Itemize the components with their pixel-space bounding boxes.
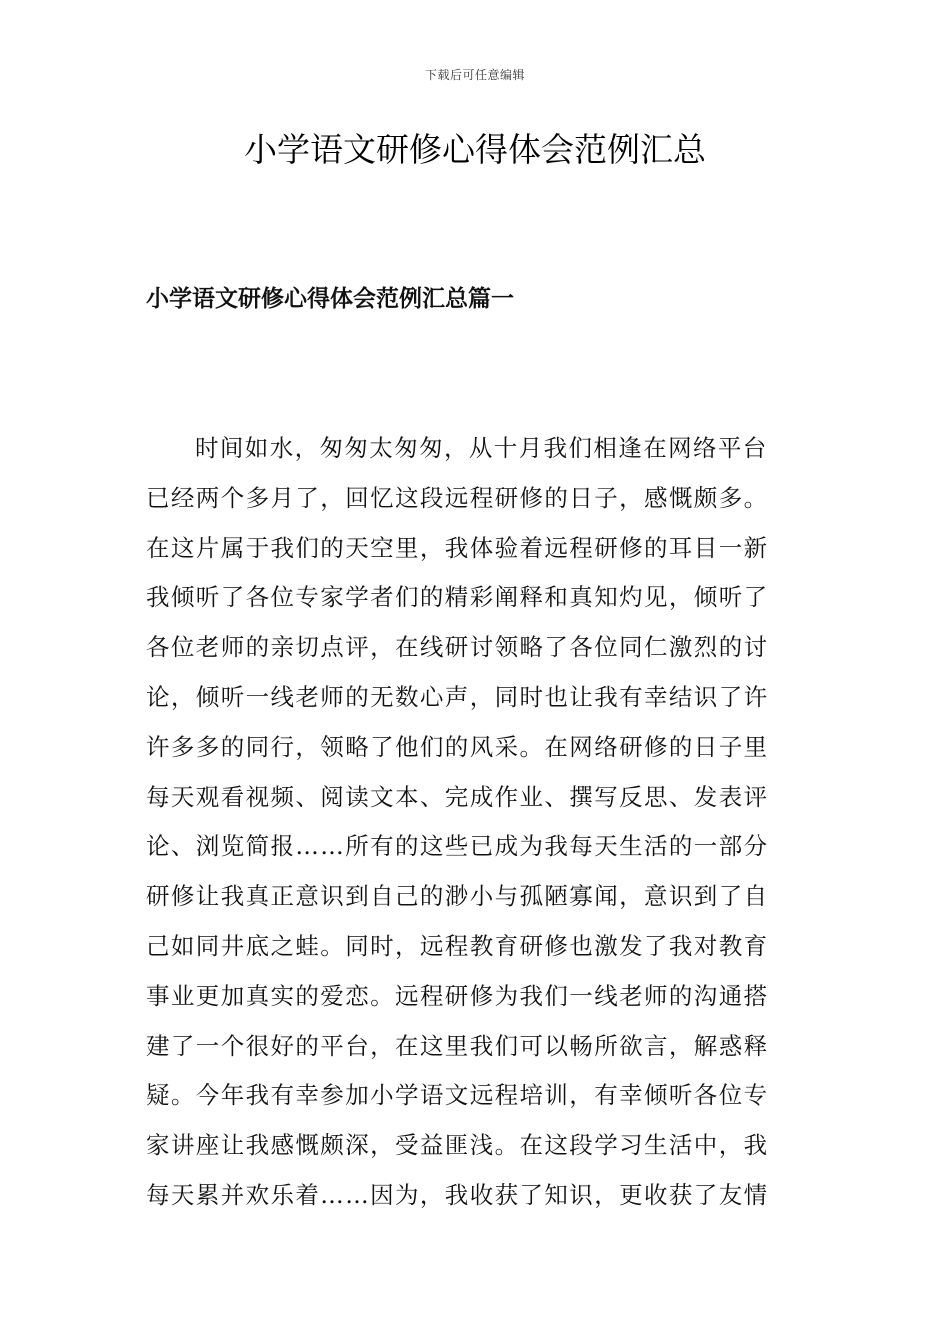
body-line: 已经两个多月了，回忆这段远程研修的日子，感慨颇多。 bbox=[146, 483, 769, 512]
header-note: 下载后可任意编辑 bbox=[424, 68, 525, 82]
section-heading: 小学语文研修心得体会范例汇总篇一 bbox=[146, 285, 514, 312]
body-line: 在这片属于我们的天空里，我体验着远程研修的耳目一新 bbox=[146, 533, 769, 562]
body-line: 建了一个很好的平台，在这里我们可以畅所欲言，解惑释 bbox=[146, 1031, 769, 1060]
page-title: 小学语文研修心得体会范例汇总 bbox=[244, 130, 706, 169]
body-line: 疑。今年我有幸参加小学语文远程培训，有幸倾听各位专 bbox=[146, 1081, 769, 1110]
body-line: 各位老师的亲切点评，在线研讨领略了各位同仁激烈的讨 bbox=[146, 633, 769, 662]
body-line: 许多多的同行，领略了他们的风采。在网络研修的日子里 bbox=[146, 732, 769, 761]
body-line: 每天累并欢乐着……因为，我收获了知识，更收获了友情 bbox=[146, 1180, 769, 1209]
body-line: 论、浏览简报……所有的这些已成为我每天生活的一部分 bbox=[146, 832, 769, 861]
body-line: 家讲座让我感慨颇深，受益匪浅。在这段学习生活中，我 bbox=[146, 1131, 769, 1160]
body-text bbox=[146, 428, 826, 1225]
body-line: 每天观看视频、阅读文本、完成作业、撰写反思、发表评 bbox=[146, 782, 769, 811]
body-line: 时间如水，匆匆太匆匆，从十月我们相逢在网络平台 bbox=[195, 434, 768, 462]
body-line: 我倾听了各位专家学者们的精彩阐释和真知灼见，倾听了 bbox=[146, 583, 769, 612]
body-line: 事业更加真实的爱恋。远程研修为我们一线老师的沟通搭 bbox=[146, 981, 769, 1010]
body-line: 论，倾听一线老师的无数心声，同时也让我有幸结识了许 bbox=[146, 682, 769, 711]
body-line: 己如同井底之蛙。同时，远程教育研修也激发了我对教育 bbox=[146, 931, 769, 960]
body-line: 研修让我真正意识到自己的渺小与孤陋寡闻，意识到了自 bbox=[146, 882, 769, 911]
